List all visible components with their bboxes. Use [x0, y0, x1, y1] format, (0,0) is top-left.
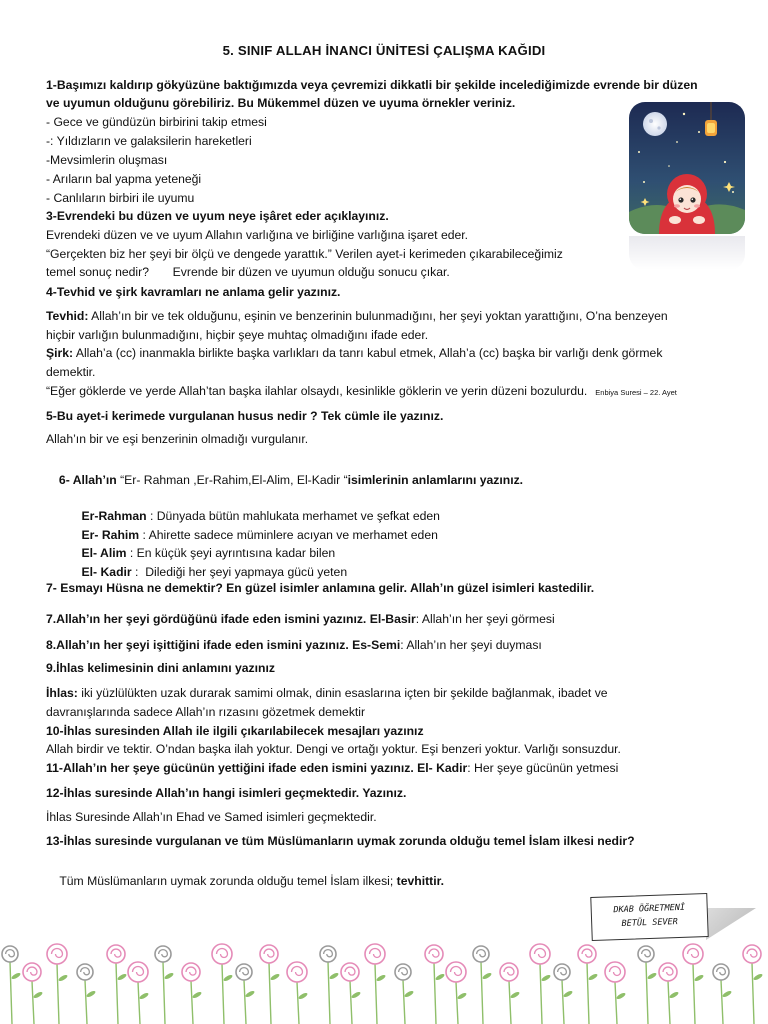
signature-line2: BETÜL SEVER — [621, 917, 679, 929]
q9-question: 9.İhlas kelimesinin dini anlamını yazınız — [46, 661, 275, 675]
q1-answer: -Mevsimlerin oluşması — [46, 153, 168, 167]
flower-icon — [713, 964, 732, 1024]
verse-reference: Enbiya Suresi – 22. Ayet — [595, 388, 677, 397]
q3-answer-line2: “Gerçekten biz her şeyi bir ölçü ve dengede yarattık.” Verilen ayet-i kerimeden çıkarabileceğimiz — [46, 247, 563, 261]
q11-question: 11-Allah’ın her şeye gücünün yettiğini ifade eden ismini yazınız. El- Kadir — [46, 761, 468, 775]
verse — [46, 384, 677, 400]
sirk-label: Şirk: — [46, 346, 74, 360]
flower-icon — [683, 944, 704, 1024]
flower-icon — [473, 946, 492, 1024]
sirk-text: Allah’a (cc) inanmakla birlikte başka varlıkları da tanrı kabul etmek, Allah’a (cc) başka bir varlığı denk görmek — [73, 346, 663, 360]
name-meaning: Dünyada bütün mahlukata merhamet ve şefkat eden — [156, 509, 440, 523]
name-term: Er- Rahim — [81, 528, 140, 542]
flower-icon — [236, 964, 255, 1024]
q13-answer — [46, 859, 444, 904]
flower-icon — [287, 962, 308, 1024]
q1-answer: - Gece ve gündüzün birbirini takip etmesi — [46, 115, 267, 129]
name-meaning: En küçük şeyi ayrıntısına kadar bilen — [136, 546, 336, 560]
q5-question: 5-Bu ayet-i kerimede vurgulanan husus nedir ? Tek cümle ile yazınız. — [46, 409, 444, 423]
tevhid-label: Tevhid: — [46, 309, 89, 323]
name-term: El- Alim — [81, 546, 127, 560]
q5-answer: Allah’ın bir ve eşi benzerinin olmadığı vurgulanır. — [46, 432, 309, 446]
q6-suffix: isimlerinin anlamlarını yazınız. — [347, 473, 524, 487]
ihlas-text: iki yüzlülükten uzak durarak samimi olmak, dinin esaslarına içten bir şekilde bağlanmak, ibadet ve — [77, 686, 608, 700]
flower-icon — [395, 964, 414, 1024]
tevhid-definition-line2: hiçbir varlığın bulunmadığını, hiçbir şeye muhtaç olmadığını ifade eder. — [46, 328, 429, 342]
q10-answer: Allah birdir ve tektir. O’ndan başka ilah yoktur. Dengi ve ortağı yoktur. Eşi benzeri yoktur. Varlığı sonsuzdur. — [46, 742, 621, 756]
ihlas-definition-line2: davranışlarında sadece Allah’ın rızasını gözetmek demektir — [46, 705, 366, 719]
name-sep: : — [139, 528, 149, 542]
flower-icon — [23, 963, 43, 1024]
verse-text: “Eğer göklerde ve yerde Allah’tan başka ilahlar olsaydı, kesinlikle göklerin ve yerin düzeni bozulurdu. — [46, 384, 588, 398]
name-meaning: Ahirette sadece müminlere acıyan ve merhamet eden — [148, 528, 438, 542]
q3-answer-line1: Evrendeki düzen ve ve uyum Allahın varlığına ve birliğine varlığına işaret eder. — [46, 228, 469, 242]
flower-icon — [743, 945, 763, 1024]
sirk-definition-line2: demektir. — [46, 365, 96, 379]
flower-icon — [638, 946, 657, 1024]
q8-question: 8.Allah’ın her şeyi işittiğini ifade eden ismini yazınız. Es-Semi — [46, 638, 401, 652]
flower-border-decoration — [0, 930, 768, 1024]
q6-prefix: 6- Allah’ın — [55, 473, 117, 487]
illustration-reflection — [629, 236, 745, 270]
flower-icon — [365, 944, 386, 1024]
name-sep: : — [146, 509, 157, 523]
flower-icon — [500, 963, 520, 1024]
q4-question: 4-Tevhid ve şirk kavramları ne anlama gelir yazınız. — [46, 285, 341, 299]
q7-text: 7- Esmayı Hüsna ne demektir? En güzel isimler anlamına gelir. Allah’ın güzel isimleri kastedilir. — [46, 581, 595, 595]
flower-icon — [212, 944, 233, 1024]
q12-question: 12-İhlas suresinde Allah’ın hangi isimleri geçmektedir. Yazınız. — [46, 786, 407, 800]
flower-icon — [320, 946, 339, 1024]
q6-names: “Er- Rahman ,Er-Rahim,El-Alim, El-Kadir “ — [116, 473, 348, 487]
flower-icon — [578, 945, 598, 1024]
name-meaning: Dilediği her şeyi yapmaya gücü yeten — [145, 565, 348, 579]
q7b-question: 7.Allah’ın her şeyi gördüğünü ifade eden ismini yazınız. El-Basir — [46, 612, 416, 626]
name-sep: : — [126, 546, 137, 560]
q8-answer: : Allah’ın her şeyi duyması — [400, 638, 542, 652]
q1-question-line1: 1-Başımızı kaldırıp gökyüzüne baktığımızda veya çevremizi dikkatli bir şekilde incelediğimizde evrende bir düzen — [46, 78, 698, 92]
tevhid-text: Allah’ın bir ve tek olduğunu, eşinin ve benzerinin bulunmadığını, her şeyi yoktan yarattığını, O’na benzeyen — [88, 309, 668, 323]
flower-icon — [605, 962, 626, 1024]
q13-answer-bold: tevhittir. — [396, 874, 445, 888]
flower-icon — [446, 962, 467, 1024]
tevhid-definition — [46, 309, 668, 324]
flower-icon — [341, 963, 361, 1024]
flower-icon — [107, 945, 127, 1024]
q13-answer-text: Tüm Müslümanların uymak zorunda olduğu temel İslam ilkesi; — [59, 874, 397, 888]
flower-icon — [47, 944, 68, 1024]
flower-icon — [128, 962, 149, 1024]
flower-icon — [530, 944, 551, 1024]
page-title: 5. SINIF ALLAH İNANCI ÜNİTESİ ÇALIŞMA KAĞIDI — [222, 43, 546, 58]
q3-question: 3-Evrendeki bu düzen ve uyum neye işâret eder açıklayınız. — [46, 209, 389, 223]
q8 — [46, 638, 542, 653]
flower-icon — [659, 963, 679, 1024]
q11 — [46, 761, 618, 776]
q1-question-line2: ve uyumun olduğunu görebiliriz. Bu Mükemmel düzen ve uyuma örnekler veriniz. — [46, 96, 516, 110]
q1-answer: -: Yıldızların ve galaksilerin hareketleri — [46, 134, 252, 148]
q11-answer: : Her şeye gücünün yetmesi — [467, 761, 619, 775]
flower-icon — [155, 946, 174, 1024]
q1-answer: - Canlıların birbiri ile uyumu — [46, 191, 195, 205]
illustration-svg — [629, 102, 745, 234]
q1-answer: - Arıların bal yapma yeteneği — [46, 172, 202, 186]
q7b — [46, 612, 555, 627]
ihlas-definition — [46, 686, 608, 701]
flower-icon — [260, 945, 280, 1024]
ihlas-label: İhlas: — [46, 686, 78, 700]
q3-answer-line3: temel sonuç nedir? Evrende bir düzen ve uyumun olduğu sonucu çıkar. — [46, 265, 450, 279]
q12-answer: İhlas Suresinde Allah’ın Ehad ve Samed isimleri geçmektedir. — [46, 810, 377, 824]
sirk-definition — [46, 346, 662, 361]
flower-icon — [2, 946, 21, 1024]
flower-icon — [554, 964, 573, 1024]
signature-line1: DKAB ÖĞRETMENİ — [613, 902, 686, 916]
flower-icon — [77, 964, 96, 1024]
name-sep: : — [131, 565, 146, 579]
girl-under-stars-illustration — [629, 102, 745, 234]
name-term: Er-Rahman — [81, 509, 147, 523]
flower-icon — [425, 945, 445, 1024]
q10-question: 10-İhlas suresinden Allah ile ilgili çıkarılabilecek mesajları yazınız — [46, 724, 424, 738]
q7b-answer: : Allah’ın her şeyi görmesi — [415, 612, 555, 626]
q13-question: 13-İhlas suresinde vurgulanan ve tüm Müslümanların uymak zorunda olduğu temel İslam ilkesi nedir? — [46, 834, 635, 848]
flower-icon — [182, 963, 202, 1024]
name-term: El- Kadir — [81, 565, 132, 579]
